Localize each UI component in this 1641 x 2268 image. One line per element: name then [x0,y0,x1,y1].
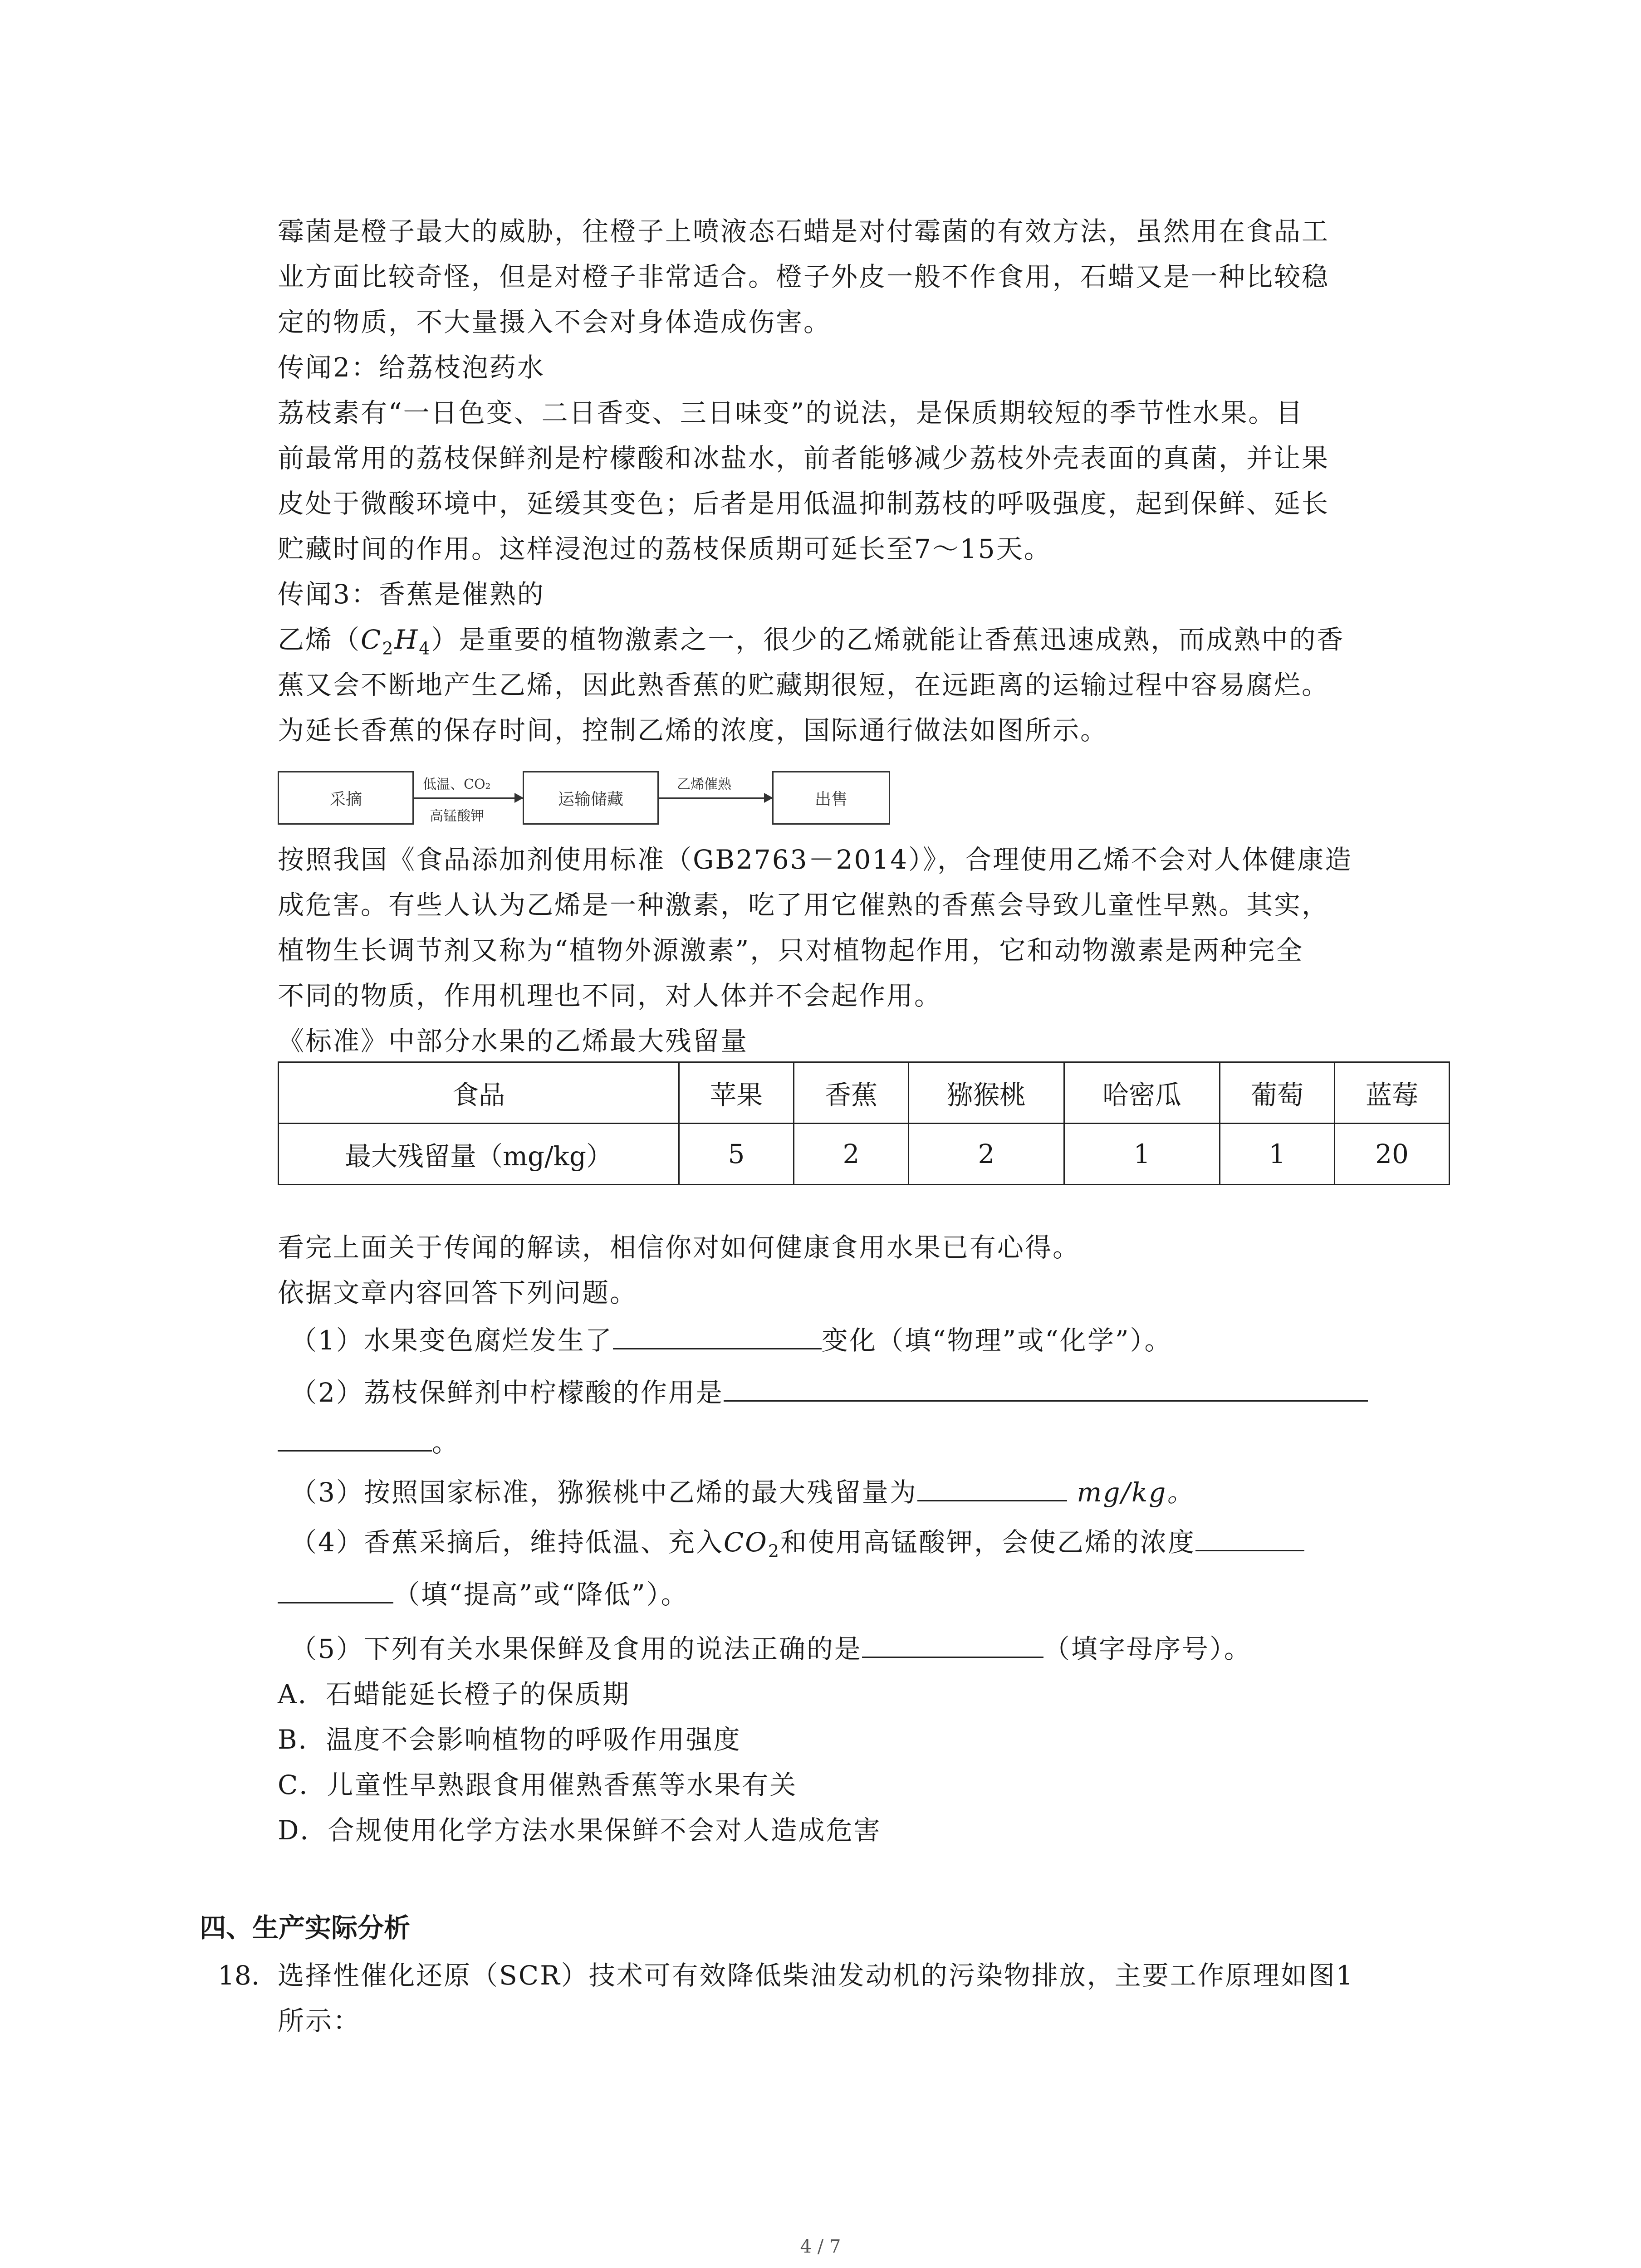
process-flow-diagram [278,771,913,826]
section-title: 四、生产实际分析 [200,1912,411,1943]
paragraph-line: 所示： [278,2005,361,2036]
paragraph-line: 为延长香蕉的保存时间，控制乙烯的浓度，国际通行做法如图所示。 [278,715,1108,746]
paragraph-line: 贮藏时间的作用。这样浸泡过的荔枝保质期可延长至7～15天。 [278,533,1052,564]
flow-box-picking: 采摘 [278,771,414,825]
table-row-label: 最大残留量（mg/kg） [279,1124,679,1185]
option-b: B．温度不会影响植物的呼吸作用强度 [278,1724,741,1755]
paragraph-line: 植物生长调节剂又称为“植物外源激素”，只对植物起作用，它和动物激素是两种完全 [278,935,1304,966]
ethylene-residue-table [278,1061,1450,1185]
paragraph-line: 选择性催化还原（SCR）技术可有效降低柴油发动机的污染物排放，主要工作原理如图1 [278,1960,1354,1991]
question-5: （5）下列有关水果保鲜及食用的说法正确的是 （填字母序号）。 [290,1626,1252,1672]
table-row [279,1124,1450,1185]
table-header-cell: 葡萄 [1220,1062,1335,1124]
flow-box-sale: 出售 [772,771,890,825]
answer-blank[interactable] [613,1320,822,1349]
question-4-cont: （填“提高”或“降低”）。 [278,1572,689,1617]
question-2-cont: 。 [278,1420,460,1465]
table-header-row [279,1062,1450,1124]
table-header-cell: 哈密瓜 [1064,1062,1220,1124]
paragraph-line: 皮处于微酸环境中，延缓其变色；后者是用低温抑制荔枝的呼吸强度，起到保鲜、延长 [278,488,1330,519]
table-header-cell: 食品 [279,1062,679,1124]
table-cell: 5 [679,1124,794,1185]
table-cell: 2 [794,1124,909,1185]
flow-arrow-label: 乙烯催熟 [677,777,731,792]
formula-sub: 2 [382,638,395,659]
formula-h: H [394,624,419,655]
option-c: C．儿童性早熟跟食用催熟香蕉等水果有关 [278,1769,798,1800]
flow-arrow [414,797,523,799]
paragraph-line: 依据文章内容回答下列问题。 [278,1277,638,1308]
paragraph-line: 不同的物质，作用机理也不同，对人体并不会起作用。 [278,980,942,1011]
rumor-heading: 传闻3：香蕉是催熟的 [278,579,545,610]
answer-blank[interactable] [862,1628,1043,1658]
option-a: A．石蜡能延长橙子的保质期 [278,1679,630,1710]
answer-blank[interactable] [917,1472,1067,1501]
paragraph-line: 荔枝素有“一日色变、二日香变、三日味变”的说法，是保质期较短的季节性水果。目 [278,397,1304,428]
table-header-cell: 香蕉 [794,1062,909,1124]
formula-sub: 4 [419,638,431,659]
rumor-heading: 传闻2：给荔枝泡药水 [278,352,545,383]
question-1: （1）水果变色腐烂发生了 变化（填“物理”或“化学”）。 [290,1318,1172,1363]
table-header-cell: 苹果 [679,1062,794,1124]
option-d: D．合规使用化学方法水果保鲜不会对人造成危害 [278,1815,882,1846]
answer-blank[interactable] [278,1574,393,1603]
table-caption: 《标准》中部分水果的乙烯最大残留量 [278,1026,749,1056]
paragraph-line: 蕉又会不断地产生乙烯，因此熟香蕉的贮藏期很短，在远距离的运输过程中容易腐烂。 [278,670,1330,700]
table-cell: 20 [1335,1124,1450,1185]
paragraph-line: 定的物质，不大量摄入不会对身体造成伤害。 [278,307,832,337]
answer-blank[interactable] [724,1372,1368,1402]
answer-blank[interactable] [278,1422,432,1452]
paragraph-line: 霉菌是橙子最大的威胁，往橙子上喷液态石蜡是对付霉菌的有效方法，虽然用在食品工 [278,216,1330,247]
table-cell: 1 [1064,1124,1220,1185]
question-number: 18. [218,1960,260,1991]
table-header-cell: 蓝莓 [1335,1062,1450,1124]
flow-box-transport: 运输储藏 [523,771,659,825]
answer-blank[interactable] [1195,1522,1304,1551]
flow-arrow-label: 低温、CO₂ [423,777,491,792]
table-header-cell: 猕猴桃 [909,1062,1064,1124]
table-cell: 1 [1220,1124,1335,1185]
paragraph-line: 业方面比较奇怪，但是对橙子非常适合。橙子外皮一般不作食用，石蜡又是一种比较稳 [278,261,1330,292]
flow-arrow-label: 高锰酸钾 [430,808,484,824]
paragraph-line: 看完上面关于传闻的解读，相信你对如何健康食用水果已有心得。 [278,1232,1081,1263]
question-4: （4）香蕉采摘后，维持低温、充入$CO_2$和使用高锰酸钾，会使乙烯的浓度 [290,1520,1304,1574]
page-number: 4 / 7 [800,2236,841,2257]
paragraph-line: 乙烯$(C_2H_4)$是重要的植物激素之一，很少的乙烯就能让香蕉迅速成熟，而成熟中的香 [278,624,1345,659]
question-3: （3）按照国家标准，猕猴桃中乙烯的最大残留量为 mg/kg。 [290,1470,1195,1515]
table-cell: 2 [909,1124,1064,1185]
formula-c: C [361,624,382,655]
question-2: （2）荔枝保鲜剂中柠檬酸的作用是 [290,1370,1368,1415]
paragraph-line: 按照我国《食品添加剂使用标准（GB2763－2014）》，合理使用乙烯不会对人体健康造 [278,844,1353,875]
paragraph-line: 前最常用的荔枝保鲜剂是柠檬酸和冰盐水，前者能够减少荔枝外壳表面的真菌，并让果 [278,443,1330,474]
paragraph-line: 成危害。有些人认为乙烯是一种激素，吃了用它催熟的香蕉会导致儿童性早熟。其实， [278,890,1330,920]
flow-arrow [659,797,772,799]
